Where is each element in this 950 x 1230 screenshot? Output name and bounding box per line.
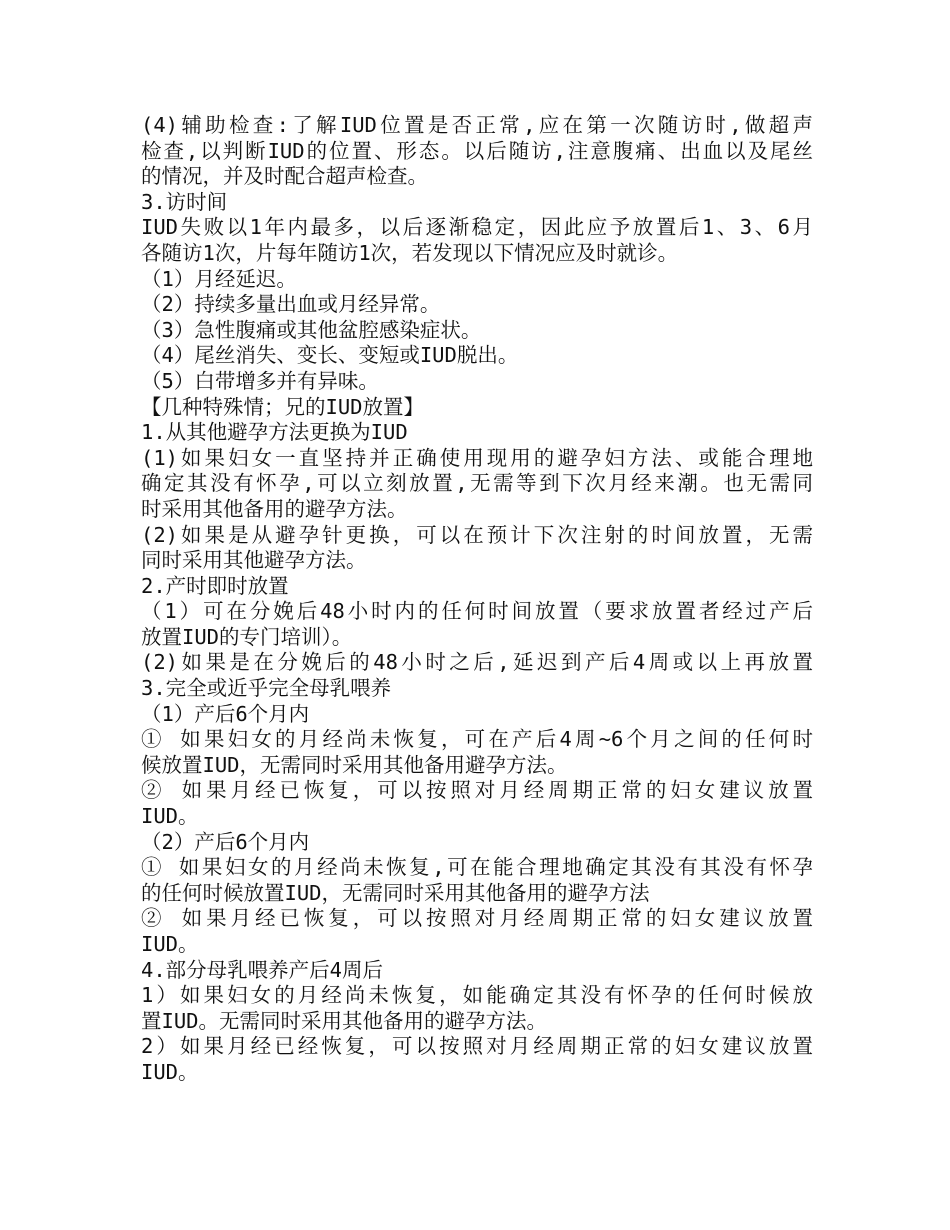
text-line: （1）可在分娩后48小时内的任何时间放置（要求放置者经过产后 bbox=[141, 599, 813, 624]
text-line: 1）如果妇女的月经尚未恢复，如能确定其没有怀孕的任何时候放 bbox=[141, 983, 813, 1008]
text-line: 放置IUD的专门培训）。 bbox=[141, 624, 353, 649]
text-line: （2）产后6个月内 bbox=[141, 829, 310, 854]
text-line: ② 如果月经已恢复，可以按照对月经周期正常的妇女建议放置 bbox=[141, 778, 813, 803]
text-line: 3.完全或近乎完全母乳喂养 bbox=[141, 676, 392, 701]
text-line: 确定其没有怀孕,可以立刻放置,无需等到下次月经来潮。也无需同 bbox=[141, 471, 813, 496]
text-line: (1)如果妇女一直坚持并正确使用现用的避孕妇方法、或能合理地 bbox=[141, 445, 813, 470]
text-line: 同时采用其他避孕方法。 bbox=[141, 548, 367, 573]
text-line: 检查,以判断IUD的位置、形态。以后随访,注意腹痛、出血以及尾丝 bbox=[141, 138, 813, 163]
text-line: (2)如果是从避孕针更换，可以在预计下次注射的时间放置，无需 bbox=[141, 522, 813, 547]
document-body bbox=[141, 113, 813, 1086]
text-line: ① 如果妇女的月经尚未恢复,可在能合理地确定其没有其没有怀孕 bbox=[141, 855, 813, 880]
text-line: （4）尾丝消失、变长、变短或IUD脱出。 bbox=[141, 343, 519, 368]
text-line: （1）月经延迟。 bbox=[141, 266, 297, 291]
text-line: IUD。 bbox=[141, 804, 199, 829]
text-line: ① 如果妇女的月经尚未恢复，可在产后4周~6个月之间的任何时 bbox=[141, 727, 813, 752]
text-line: 候放置IUD，无需同时采用其他备用避孕方法。 bbox=[141, 752, 568, 777]
text-line: 4.部分母乳喂养产后4周后 bbox=[141, 957, 384, 982]
text-line: 1.从其他避孕方法更换为IUD bbox=[141, 420, 408, 445]
text-line: IUD。 bbox=[141, 1059, 199, 1084]
text-line: （5）白带增多并有异味。 bbox=[141, 368, 379, 393]
text-line: 2.产时即时放置 bbox=[141, 573, 289, 598]
text-line: IUD失败以1年内最多，以后逐渐稳定，因此应予放置后1、3、6月 bbox=[141, 215, 813, 240]
text-line: (2)如果是在分娩后的48小时之后,延迟到产后4周或以上再放置 bbox=[141, 650, 813, 675]
text-line: 的任何时候放置IUD，无需同时采用其他备用的避孕方法 bbox=[141, 880, 650, 905]
text-line: 时采用其他备用的避孕方法。 bbox=[141, 496, 408, 521]
text-line: 【几种特殊情；兄的IUD放置】 bbox=[141, 394, 425, 419]
text-line: ② 如果月经已恢复，可以按照对月经周期正常的妇女建议放置 bbox=[141, 906, 813, 931]
text-line: （2）持续多量出血或月经异常。 bbox=[141, 292, 441, 317]
text-line: （3）急性腹痛或其他盆腔感染症状。 bbox=[141, 317, 482, 342]
text-line: 置IUD。无需同时采用其他备用的避孕方法。 bbox=[141, 1008, 548, 1033]
text-line: IUD。 bbox=[141, 932, 199, 956]
text-line: 2）如果月经已经恢复，可以按照对月经周期正常的妇女建议放置 bbox=[141, 1034, 813, 1059]
text-line: （1）产后6个月内 bbox=[141, 701, 310, 726]
text-line: 3.访时间 bbox=[141, 189, 228, 214]
text-line: 各随访1次，片每年随访1次，若发现以下情况应及时就诊。 bbox=[141, 240, 679, 265]
text-line: 的情况，并及时配合超声检查。 bbox=[141, 164, 428, 189]
text-line: (4)辅助检查:了解IUD位置是否正常,应在第一次随访时,做超声 bbox=[141, 113, 813, 137]
